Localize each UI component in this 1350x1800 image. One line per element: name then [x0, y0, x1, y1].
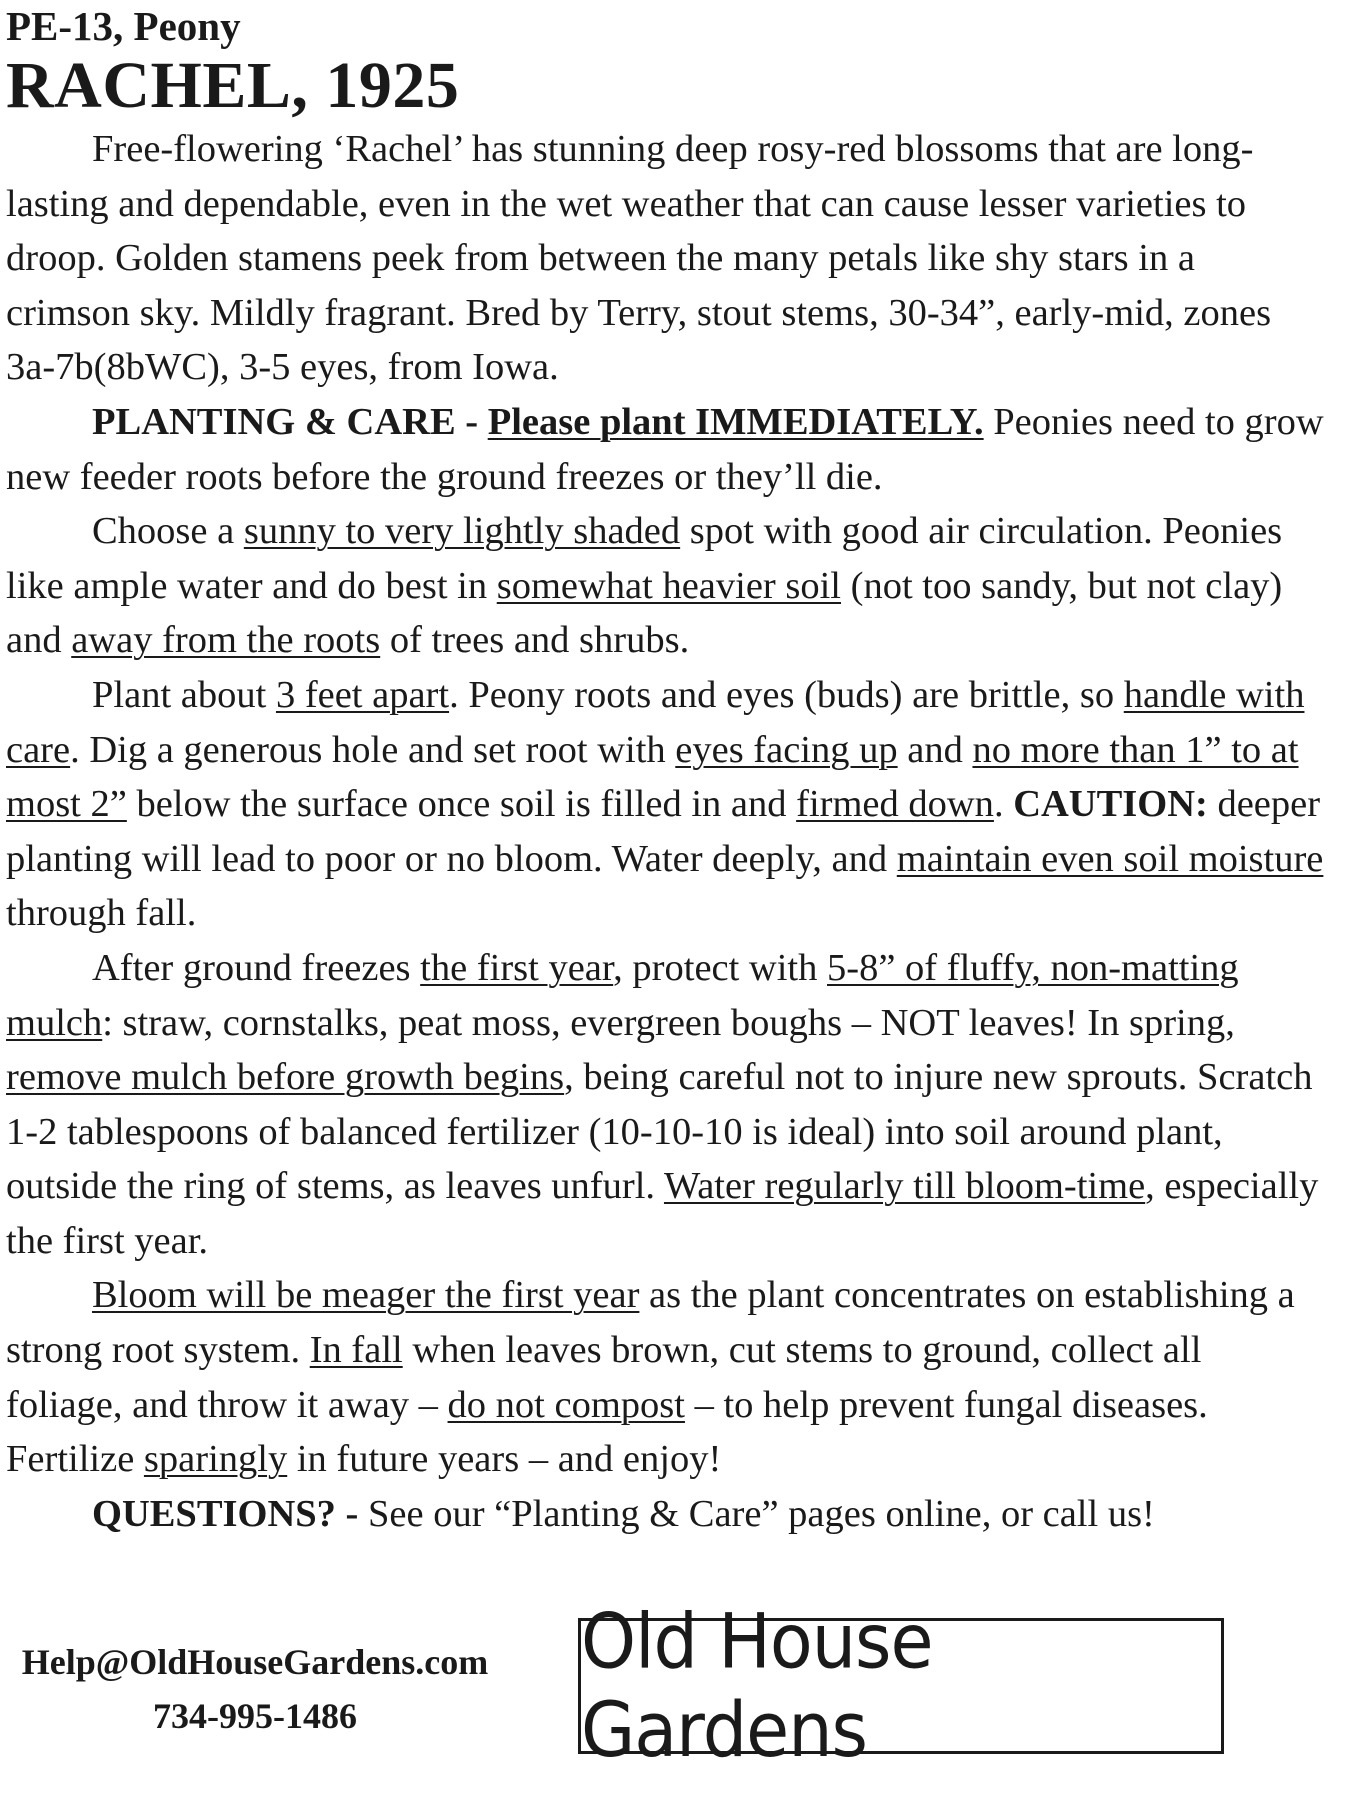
phone-number: 734-995-1486 — [153, 1696, 357, 1736]
underlined-run: handle with care — [6, 673, 1305, 771]
underlined-run: 3 feet apart — [275, 673, 450, 716]
underlined-run: the first year — [420, 946, 614, 989]
text-run: below the surface once soil is filled in and — [126, 783, 797, 826]
instruction-sheet — [6, 0, 1326, 1541]
text-run: – to help prevent fungal diseases. Fertilize — [6, 1383, 1208, 1481]
planting-text: Peonies need to grow new feeder roots before the ground freezes or they’ll die. — [6, 400, 1324, 498]
text-run: (not too sandy, but not clay) and — [6, 564, 1283, 662]
questions-text: See our “Planting & Care” pages online, or call us! — [358, 1492, 1155, 1535]
underlined-run: no more than 1” to at most 2” — [6, 728, 1299, 826]
questions-paragraph — [6, 1487, 1326, 1542]
bloom-paragraph — [6, 1268, 1326, 1486]
underlined-run: firmed down — [796, 783, 994, 826]
text-run: and — [897, 728, 973, 771]
underlined-run: sparingly — [143, 1438, 288, 1481]
underlined-run: 5-8” of fluffy, non-matting mulch — [6, 946, 1239, 1044]
text-run: . — [993, 783, 1014, 826]
underlined-run: somewhat heavier soil — [496, 564, 841, 607]
underlined-run: In fall — [309, 1329, 403, 1372]
planting-heading: PLANTING & CARE - — [92, 400, 488, 443]
description-paragraph: Free-flowering ‘Rachel’ has stunning deep rosy-red blossoms that are long-lasting and dependable, even in the wet weather that can cause lesser varieties to droop. Golden stamens peek from between the many petals like shy stars in a crimson sky. Mildly fragrant. Bred by Terry, stout stems, 30-34”, early-mid, zones 3a-7b(8bWC), 3-5 eyes, from Iowa. — [6, 128, 1272, 389]
caution-label: CAUTION: — [1013, 783, 1208, 826]
questions-heading: QUESTIONS? - — [92, 1492, 359, 1535]
text-run: , protect with — [613, 946, 828, 989]
winter-paragraph — [6, 941, 1326, 1269]
text-run: in future years – and enjoy! — [287, 1438, 722, 1481]
site-paragraph — [6, 504, 1326, 668]
product-title: RACHEL, 1925 — [6, 49, 460, 122]
underlined-run: maintain even soil moisture — [896, 837, 1324, 880]
text-run: of trees and shrubs. — [380, 619, 690, 662]
text-run: After ground freezes — [92, 946, 421, 989]
text-run: as the plant concentrates on establishing a strong root system. — [6, 1274, 1295, 1372]
underlined-run: Water regularly till bloom-time — [663, 1165, 1146, 1208]
underlined-run: remove mulch before growth begins — [6, 1056, 565, 1099]
text-run: through fall. — [6, 892, 197, 935]
text-run: Choose a — [92, 510, 244, 553]
logo — [578, 1597, 1224, 1775]
product-code: PE-13, Peony — [6, 3, 241, 49]
text-run: . Peony roots and eyes (buds) are brittle, so — [449, 673, 1124, 716]
underlined-run: Bloom will be meager the first year — [92, 1274, 640, 1317]
underlined-run: away from the roots — [71, 619, 381, 662]
planting-urgent: Please plant IMMEDIATELY. — [487, 400, 984, 443]
logo-text: Old House Gardens — [581, 1597, 933, 1775]
text-run: when leaves brown, cut stems to ground, collect all foliage, and throw it away – — [6, 1329, 1202, 1426]
underlined-run: sunny to very lightly shaded — [243, 510, 681, 553]
text-run: , being careful not to injure new sprouts. Scratch 1-2 tablespoons of balanced fertilizer (10-10-10 is ideal) into soil around plant, outside the ring of stems, as leaves unfurl. — [6, 1056, 1313, 1208]
body-text — [6, 122, 1326, 1541]
plant-paragraph — [6, 668, 1326, 941]
text-run: deeper planting will lead to poor or no bloom. Water deeply, and — [6, 783, 1321, 880]
planting-paragraph — [6, 395, 1326, 504]
underlined-run: do not compost — [447, 1383, 685, 1426]
text-run: : straw, cornstalks, peat moss, evergreen boughs – NOT leaves! In spring, — [102, 1001, 1235, 1044]
email-link[interactable]: Help@OldHouseGardens.com — [21, 1642, 489, 1682]
contact-block — [0, 1635, 510, 1743]
text-run: . Dig a generous hole and set root with — [70, 728, 676, 771]
text-run: , especially the first year. — [6, 1165, 1319, 1262]
text-run: spot with good air circulation. Peonies like ample water and do best in — [6, 510, 1283, 607]
text-run: Plant about — [92, 673, 276, 716]
underlined-run: eyes facing up — [675, 728, 898, 771]
